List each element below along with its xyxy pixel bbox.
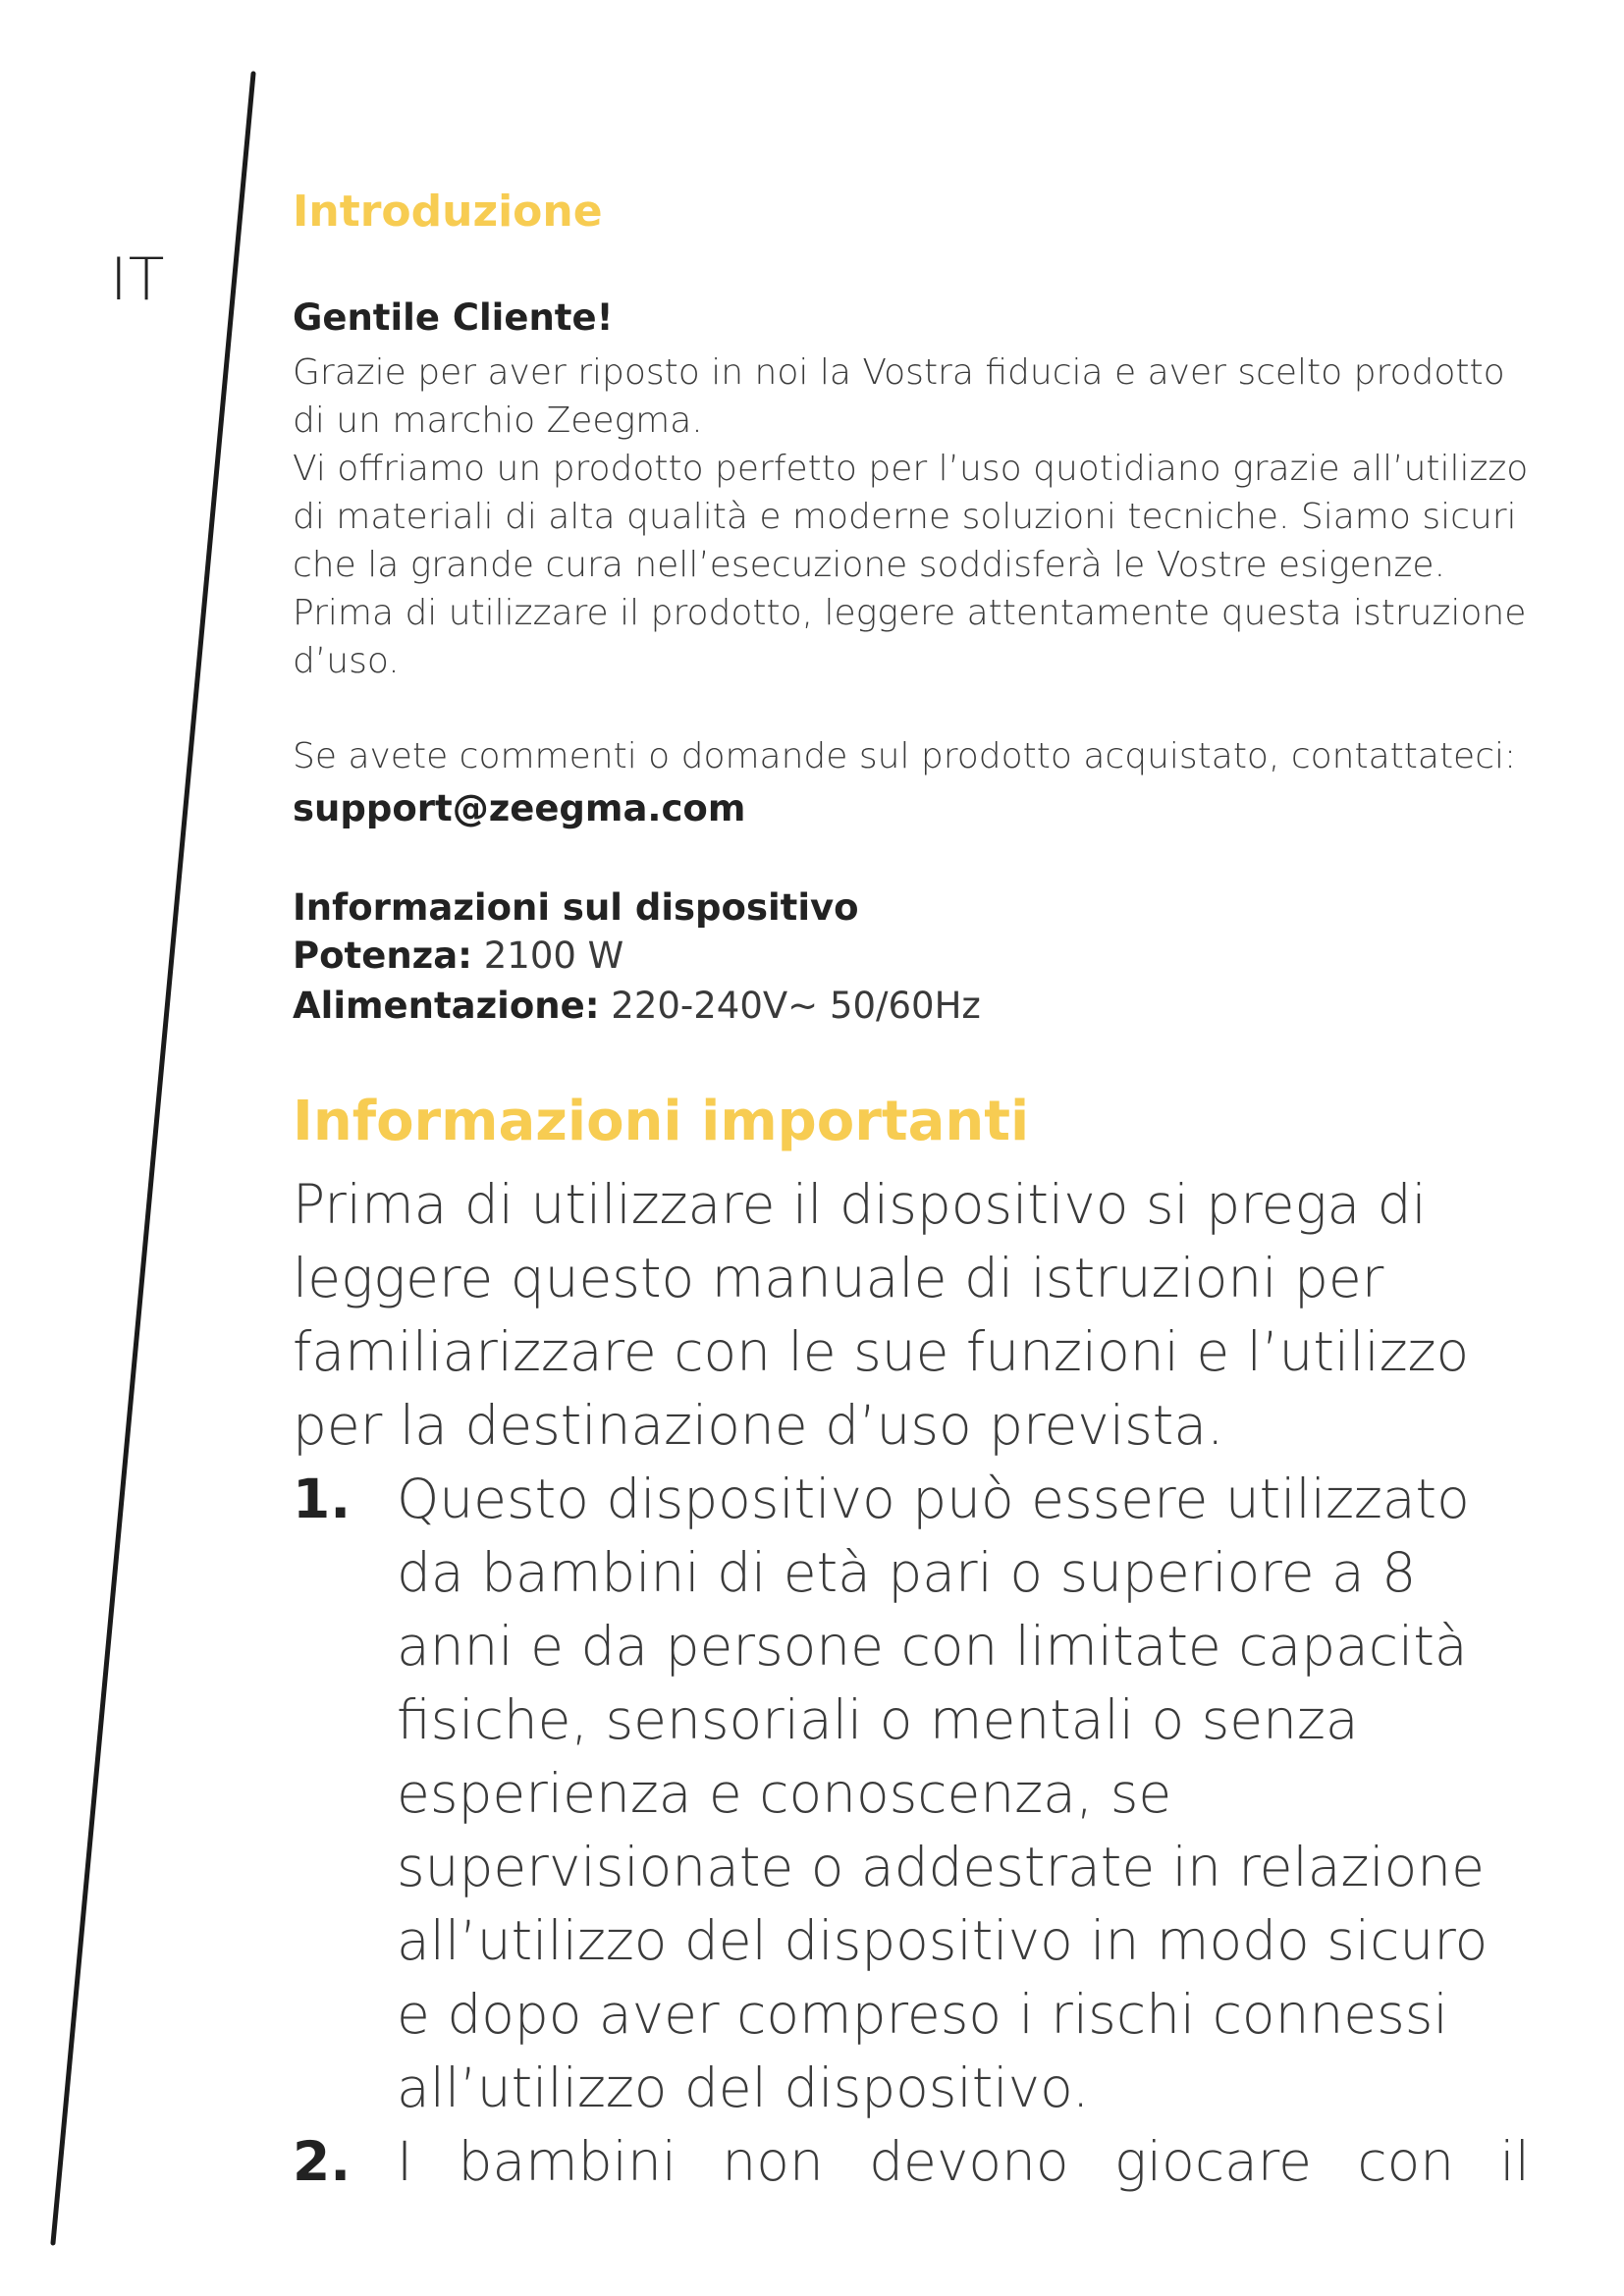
list-item-text: Questo dispositivo può essere utilizzato da bambini di età pari o superiore a 8 anni e da persone con limitate capacità fisiche, sensoriali o mentali o senza esperienza e conoscenza, se supervisionate o addestrate in relazione all’utilizzo del dispositivo in modo sicuro e dopo aver compreso i rischi connessi all’utilizzo del dispositivo.: [397, 1468, 1489, 2119]
important-heading: Informazioni importanti: [293, 1090, 1030, 1153]
supply-value: 220-240V~ 50/60Hz: [611, 985, 981, 1027]
language-label: IT: [110, 245, 166, 314]
power-value: 2100 W: [483, 934, 624, 977]
safety-list: [293, 1463, 1530, 2199]
support-email-link[interactable]: support@zeegma.com: [293, 787, 746, 829]
intro-heading: Introduzione: [293, 187, 603, 237]
important-intro: Prima di utilizzare il dispositivo si prega di leggere questo manuale di istruzioni per familiarizzare con le sue funzioni e l’utilizzo per la destinazione d’uso prevista.: [293, 1173, 1470, 1457]
list-item-number: 1.: [293, 1468, 352, 1530]
intro-body: [293, 348, 1530, 685]
list-item-number: 2.: [293, 2130, 352, 2193]
diagonal-divider: [0, 0, 295, 2296]
supply-label: Alimentazione:: [293, 985, 600, 1027]
greeting: Gentile Cliente!: [293, 296, 614, 339]
intro-paragraph: Prima di utilizzare il prodotto, leggere attentamente questa istruzione d’uso.: [293, 593, 1527, 681]
device-info-title: Informazioni sul dispositivo: [293, 886, 859, 929]
intro-paragraph: Vi offriamo un prodotto perfetto per l’uso quotidiano grazie all’utilizzo di materiali di alta qualità e moderne soluzioni tecniche. Siamo sicuri che la grande cura nell’esecuzione soddisferà le Vostre esigenze.: [293, 449, 1529, 585]
intro-paragraph: Grazie per aver riposto in noi la Vostra fiducia e aver scelto prodotto di un marchio Zeegma.: [293, 352, 1505, 441]
contact-text: Se avete commenti o domande sul prodotto acquistato, contattateci:: [293, 736, 1517, 776]
list-item-text: I bambini non devono giocare con il: [397, 2130, 1530, 2193]
power-label: Potenza:: [293, 934, 472, 977]
list-item: [293, 1463, 1530, 2125]
spec-supply: [293, 985, 981, 1027]
spec-power: [293, 934, 623, 977]
list-item: [293, 2125, 1530, 2199]
